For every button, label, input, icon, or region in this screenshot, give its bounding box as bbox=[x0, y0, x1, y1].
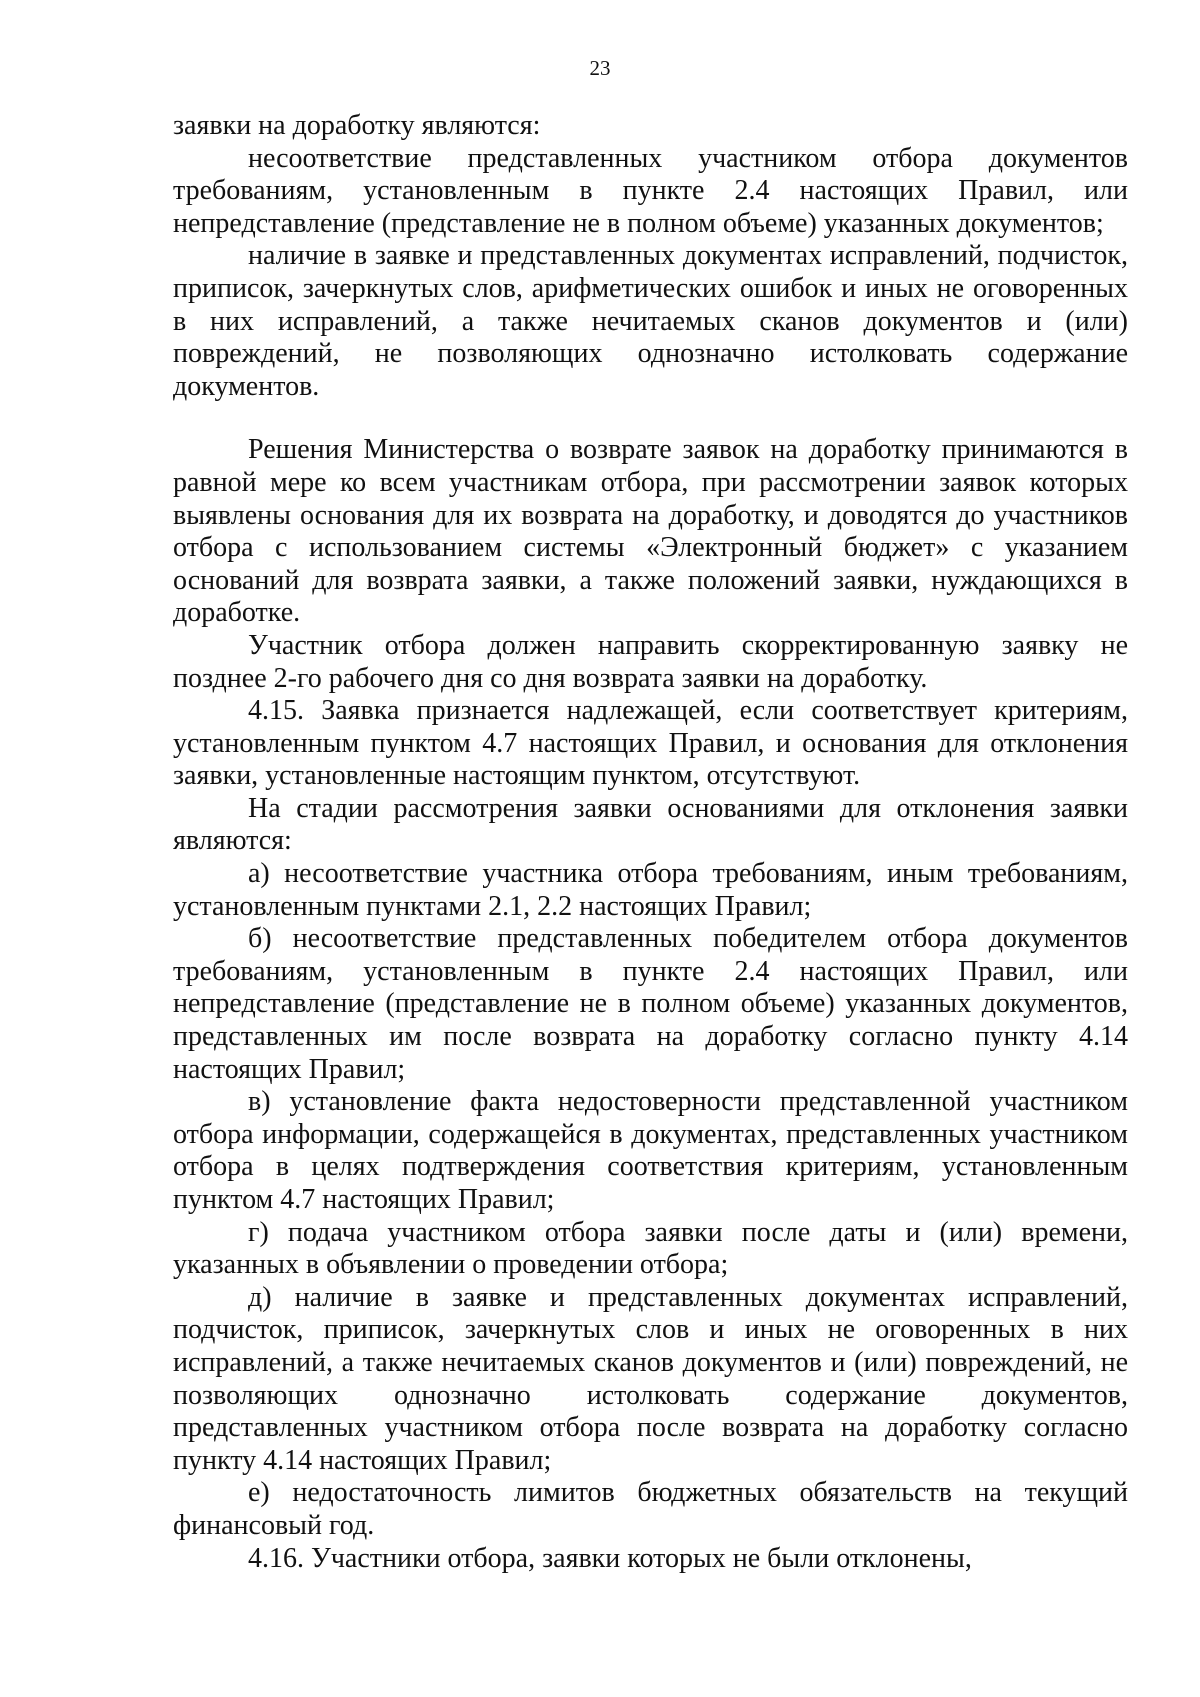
paragraph: б) несоответствие представленных победителем отбора документов требованиям, установленным в пункте 2.4 настоящих Правил, или непредставление (представление не в полном объеме) указанных документов, представленных им после возврата на доработку согласно пункту 4.14 настоящих Правил; bbox=[173, 923, 1128, 1085]
paragraph: 4.15. Заявка признается надлежащей, если соответствует критериям, установленным пунктом 4.7 настоящих Правил, и основания для отклонения заявки, установленные настоящим пунктом, отсутствуют. bbox=[173, 695, 1128, 792]
paragraph: а) несоответствие участника отбора требованиям, иным требованиям, установленным пунктами 2.1, 2.2 настоящих Правил; bbox=[173, 858, 1128, 922]
paragraph: несоответствие представленных участником отбора документов требованиям, установленным в пункте 2.4 настоящих Правил, или непредставление (представление не в полном объеме) указанных документов; bbox=[173, 142, 1128, 239]
page-number: 23 bbox=[589, 56, 611, 80]
paragraph: в) установление факта недостоверности представленной участником отбора информации, содержащейся в документах, представленных участником отбора в целях подтверждения соответствия критериям, установленным пунктом 4.7 настоящих Правил; bbox=[173, 1086, 1128, 1215]
paragraph: е) недостаточность лимитов бюджетных обязательств на текущий финансовый год. bbox=[173, 1477, 1128, 1541]
paragraph: Решения Министерства о возврате заявок на доработку принимаются в равной мере ко всем участникам отбора, при рассмотрении заявок которых выявлены основания для их возврата на доработку, и доводятся до участников отбора с использованием системы «Электронный бюджет» с указанием оснований для возврата заявки, а также положений заявки, нуждающихся в доработке. bbox=[173, 434, 1128, 629]
paragraph: заявки на доработку являются: bbox=[173, 110, 541, 141]
paragraph: г) подача участником отбора заявки после даты и (или) времени, указанных в объявлении о проведении отбора; bbox=[173, 1216, 1128, 1281]
paragraph: 4.16. Участники отбора, заявки которых не были отклонены, bbox=[248, 1542, 972, 1574]
paragraph: наличие в заявке и представленных документах исправлений, подчисток, приписок, зачеркнутых слов, арифметических ошибок и иных не оговоренных в них исправлений, а также нечитаемых сканов документов и (или) повреждений, не позволяющих однозначно истолковать содержание документов. bbox=[173, 240, 1128, 402]
document-body bbox=[173, 110, 1128, 1575]
paragraph: На стадии рассмотрения заявки основаниями для отклонения заявки являются: bbox=[173, 792, 1128, 857]
paragraph: д) наличие в заявке и представленных документах исправлений, подчисток, приписок, зачеркнутых слов и иных не оговоренных в них исправлений, а также нечитаемых сканов документов и (или) повреждений, не позволяющих однозначно истолковать содержание документов, представленных участником отбора после возврата на доработку согласно пункту 4.14 настоящих Правил; bbox=[173, 1281, 1128, 1476]
paragraph: Участник отбора должен направить скорректированную заявку не позднее 2-го рабочего дня со дня возврата заявки на доработку. bbox=[173, 629, 1128, 694]
